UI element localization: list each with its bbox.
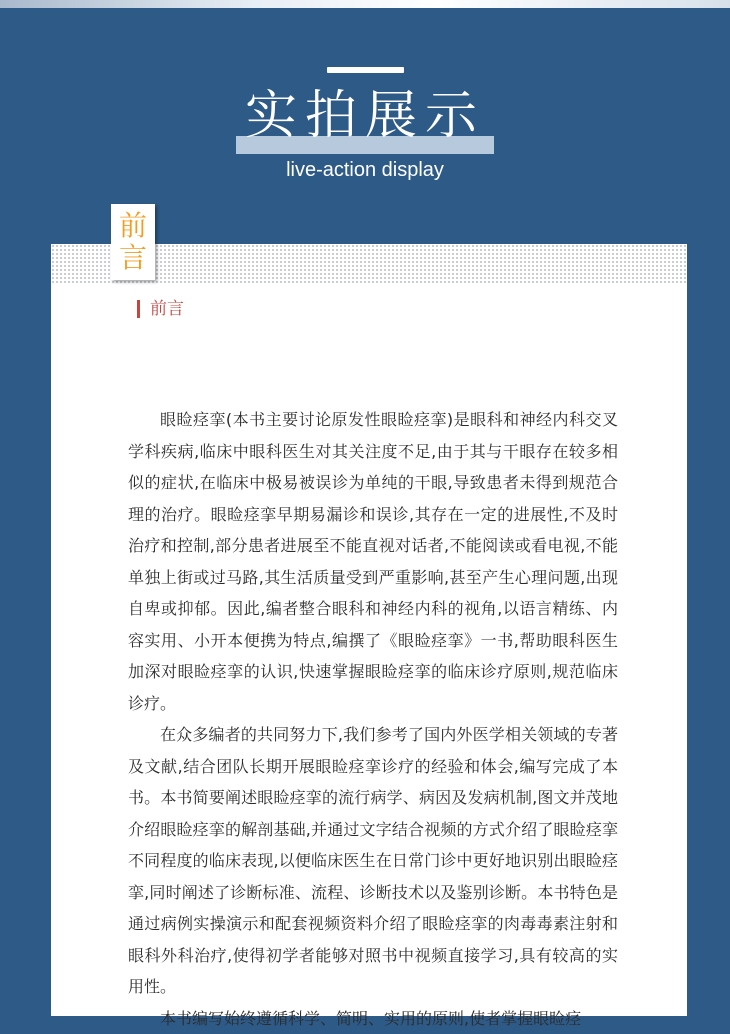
- preface-tab-label: 前言: [111, 210, 155, 274]
- paragraph: 在众多编者的共同努力下,我们参考了国内外医学相关领域的专著及文献,结合团队长期开展眼睑痉挛诊疗的经验和体会,编写完成了本书。本书简要阐述眼睑痉挛的流行病学、病因及发病机制,图文并茂地介绍眼睑痉挛的解剖基础,并通过文字结合视频的方式介绍了眼睑痉挛不同程度的临床表现,以便临床医生在日常门诊中更好地识别出眼睑痉挛,同时阐述了诊断标准、流程、诊断技术以及鉴别诊断。本书特色是通过病例实操演示和配套视频资料介绍了眼睑痉挛的肉毒毒素注射和眼科外科治疗,使得初学者能够对照书中视频直接学习,具有较高的实用性。: [128, 719, 618, 1003]
- preface-body: [128, 404, 618, 1034]
- paragraph: 本书编写始终遵循科学、简明、实用的原则,使者掌握眼睑痉: [128, 1003, 618, 1034]
- preface-tab: [111, 204, 155, 280]
- page-subtitle: live-action display: [200, 156, 530, 184]
- title-decor-bar: [327, 67, 404, 73]
- paragraph: 眼睑痉挛(本书主要讨论原发性眼睑痉挛)是眼科和神经内科交叉学科疾病,临床中眼科医生对其关注度不足,由于其与干眼存在较多相似的症状,在临床中极易被误诊为单纯的干眼,导致患者未得到规范合理的治疗。眼睑痉挛早期易漏诊和误诊,其存在一定的进展性,不及时治疗和控制,部分患者进展至不能直视对话者,不能阅读或看电视,不能单独上街或过马路,其生活质量受到严重影响,甚至产生心理问题,出现自卑或抑郁。因此,编者整合眼科和神经内科的视角,以语言精练、内容实用、小开本便携为特点,编撰了《眼睑痉挛》一书,帮助眼科医生加深对眼睑痉挛的认识,快速掌握眼睑痉挛的临床诊疗原则,规范临床诊疗。: [128, 404, 618, 719]
- top-banner-strip: [0, 0, 730, 8]
- section-marker: [137, 300, 140, 318]
- page-title: 实拍展示: [230, 84, 500, 148]
- section-title: 前言: [150, 297, 184, 321]
